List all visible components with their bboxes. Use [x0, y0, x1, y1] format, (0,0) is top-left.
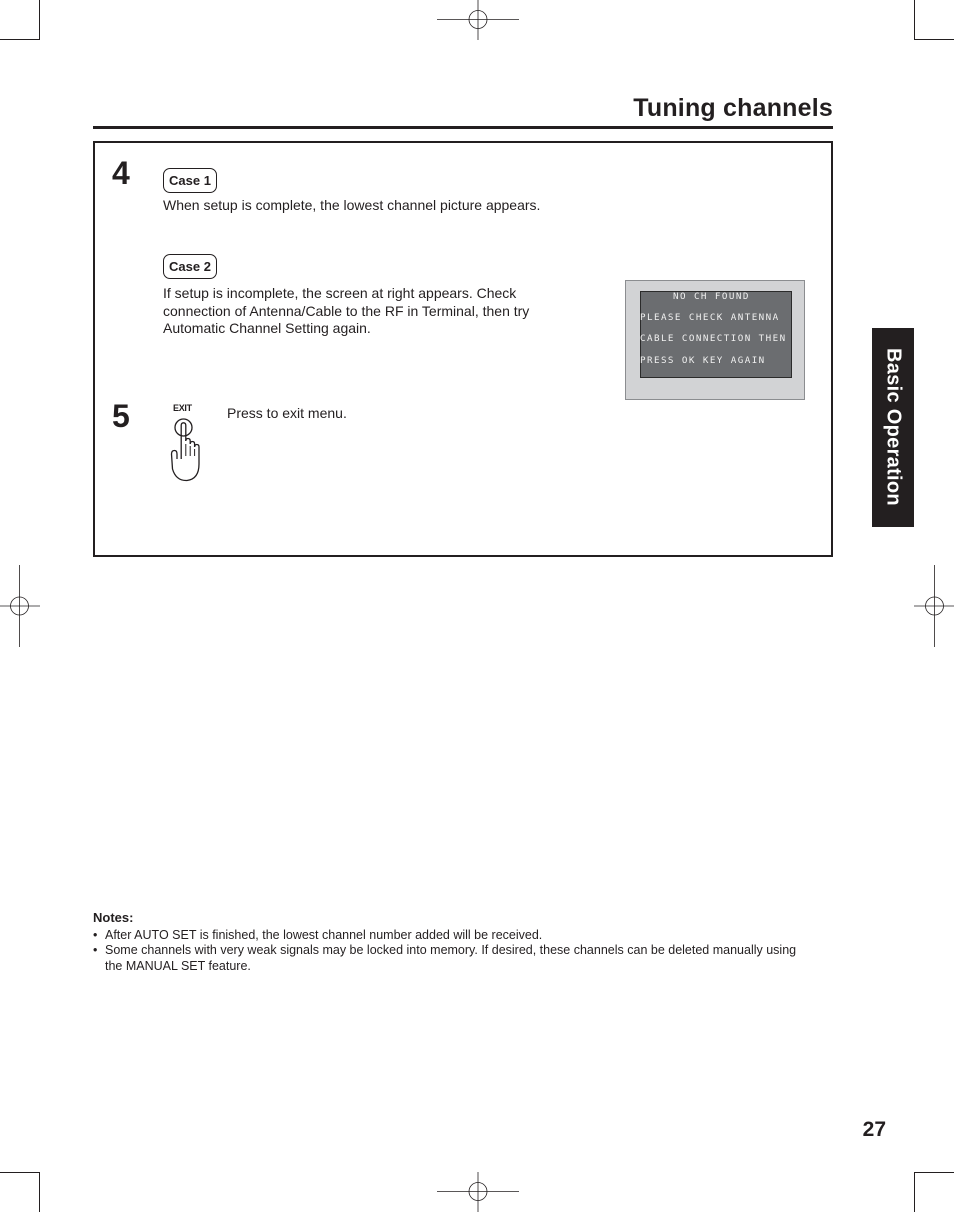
step-number: 4 [112, 155, 130, 191]
tv-screen-message: CABLE CONNECTION THEN [640, 333, 787, 344]
crop-mark [0, 39, 40, 40]
note-item: Some channels with very weak signals may be locked into memory. If desired, these channels can be deleted manually using the MANUAL SET feature. [105, 943, 797, 973]
case-label: Case 2 [163, 254, 217, 279]
crop-mark [914, 1172, 954, 1173]
case-text: When setup is complete, the lowest channel picture appears. [163, 197, 541, 213]
registration-mark-bottom [437, 1172, 519, 1212]
hand-pressing-button-icon [168, 412, 208, 484]
case-text: If setup is incomplete, the screen at right appears. Check connection of Antenna/Cable to the RF in Terminal, then try Automatic Channel Setting again. [163, 285, 530, 336]
registration-mark-left [0, 565, 40, 647]
bullet: • [93, 928, 98, 942]
registration-mark-top [437, 0, 519, 40]
crop-mark [914, 39, 954, 40]
crop-mark [0, 1172, 40, 1173]
step-number: 5 [112, 398, 130, 434]
step-text: Press to exit menu. [227, 405, 347, 421]
note-item: After AUTO SET is finished, the lowest channel number added will be received. [105, 928, 543, 942]
notes-heading: Notes: [93, 910, 134, 925]
section-tab-label: Basic Operation [882, 348, 905, 506]
crop-mark [914, 1172, 915, 1212]
crop-mark [39, 1172, 40, 1212]
case-label: Case 1 [163, 168, 217, 193]
crop-mark [39, 0, 40, 40]
title-rule [93, 126, 833, 129]
page-number: 27 [862, 1118, 886, 1141]
registration-mark-right [914, 565, 954, 647]
tv-screen-message: PRESS OK KEY AGAIN [640, 355, 766, 366]
tv-screen-message: PLEASE CHECK ANTENNA [640, 312, 780, 323]
crop-mark [914, 0, 915, 40]
page-title: Tuning channels [633, 94, 833, 122]
tv-screen-message: NO CH FOUND [673, 291, 750, 302]
bullet: • [93, 943, 98, 957]
exit-button-label: EXIT [173, 403, 192, 413]
